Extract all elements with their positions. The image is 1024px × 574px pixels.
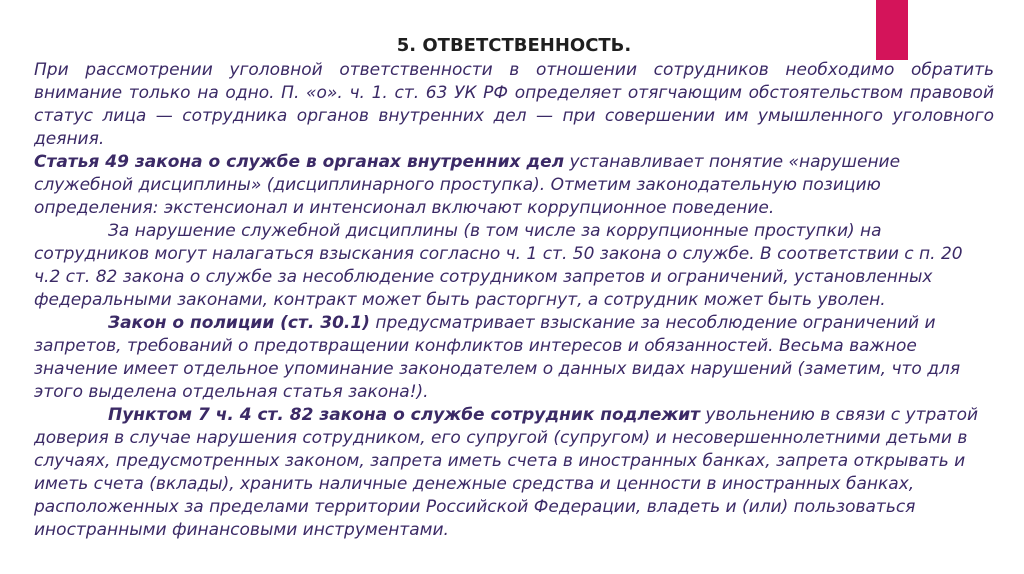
paragraph-article-49 (34, 151, 994, 220)
slide-title: 5. ОТВЕТСТВЕННОСТЬ. (396, 35, 632, 56)
paragraph-dismissal (34, 404, 994, 542)
paragraph-police-law (34, 312, 994, 404)
paragraph-criminal-liability: При рассмотрении уголовной ответственности в отношении сотрудников необходимо обратить внимание только на одно. П. «о». ч. 1. ст. 63 УК РФ определяет отягчающим обстоятельством правовой статус лица — сотрудника органов внутренних дел — при совершении им умышленного уголовного деяния. (34, 60, 994, 149)
slide-content (34, 34, 994, 542)
police-law-text: предусматривает взыскание за несоблюдение ограничений и запретов, требований о предотвращении конфликтов интересов и обязанностей. Весьма важное значение имеет отдельное упоминание законодателем о данных видах нарушений (заметим, что для этого выделена отдельная статья закона!). (34, 313, 961, 402)
article-49-text: устанавливает понятие «нарушение служебной дисциплины» (дисциплинарного проступка). Отметим законодательную позицию определения: экстенсионал и интенсионал включают коррупционное поведение. (34, 152, 901, 218)
article-49-reference: Статья 49 закона о службе в органах внутренних дел (34, 152, 565, 172)
police-law-reference: Закон о полиции (ст. 30.1) (108, 313, 370, 333)
paragraph-disciplinary-sanctions: За нарушение служебной дисциплины (в том числе за коррупционные проступки) на сотрудников могут налагаться взыскания согласно ч. 1 ст. 50 закона о службе. В соответствии с п. 20 ч.2 ст. 82 закона о службе за несоблюдение сотрудником запретов и ограничений, установленных федеральными законами, контракт может быть расторгнут, а сотрудник может быть уволен. (34, 221, 963, 310)
dismissal-reference: Пунктом 7 ч. 4 ст. 82 закона о службе сотрудник подлежит (108, 405, 701, 425)
dismissal-text: увольнению в связи с утратой доверия в случае нарушения сотрудником, его супругой (супругом) и несовершеннолетними детьми в случаях, предусмотренных законом, запрета иметь счета в иностранных банках, запрета открывать и иметь счета (вклады), хранить наличные денежные средства и ценности в иностранных банках, расположенных за пределами территории Российской Федерации, владеть и (или) пользоваться иностранными финансовыми инструментами. (34, 405, 979, 540)
